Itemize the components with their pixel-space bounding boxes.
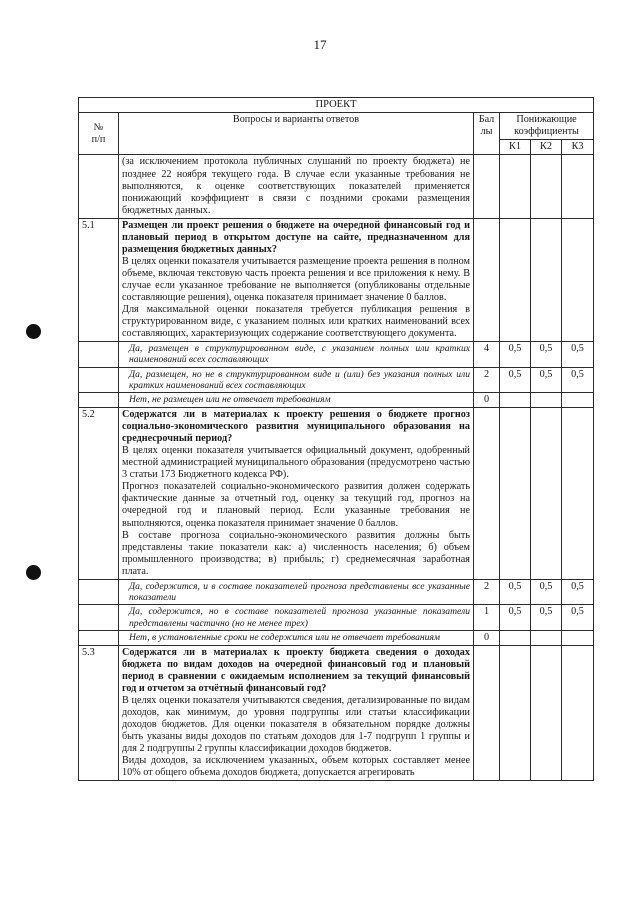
- answer-k2: 0,5: [531, 367, 562, 393]
- answer-k1: 0,5: [500, 579, 531, 605]
- answer-k1: 0,5: [500, 341, 531, 367]
- project-title: ПРОЕКТ: [79, 98, 594, 113]
- answer-row: [79, 579, 594, 605]
- question-title: Содержатся ли в материалах к проекту бюджета сведения о доходах бюджета по видам доходов на очередной финансовый год и плановый период в сравнении с ожидаемым исполнением за текущий финансовый год и отчетом за отчётный финансовый год?: [122, 646, 470, 695]
- question-paragraph: В целях оценки показателя учитывается официальный документ, одобренный местной администрацией муниципального образования (предусмотрено частью 3 статьи 173 Бюджетного кодекса РФ).: [122, 445, 470, 481]
- question-paragraph: В составе прогноза социально-экономического развития должны быть представлены такие показатели как: а) численность населения; б) объем промышленного производства; в) прибыль; г) среднемесячная заработная плата.: [122, 529, 470, 577]
- answer-k2: 0,5: [531, 605, 562, 631]
- question-body: [119, 408, 474, 579]
- question-paragraph: Прогноз показателей социально-экономического развития должен содержать фактические данные за отчетный год, оценку за текущий год, прогноз на очередной год и плановый период. Если указанные требования не выполняются, оценка показателя принимает значение 0 баллов.: [122, 481, 470, 529]
- answer-k1: 0,5: [500, 367, 531, 393]
- question-title: Содержатся ли в материалах к проекту решения о бюджете прогноз социально-экономического развития муниципального образования на среднесрочный период?: [122, 409, 470, 445]
- answer-row: [79, 605, 594, 631]
- question-row-5-3: [79, 645, 594, 780]
- col-header-points: [474, 113, 500, 155]
- col-header-coef-line1: Понижающие: [516, 114, 577, 126]
- continuation-row: [79, 155, 594, 218]
- answer-k1: [500, 393, 531, 408]
- answer-points: 2: [474, 367, 500, 393]
- question-body: [119, 645, 474, 780]
- col-header-points-line1: Бал: [478, 114, 495, 126]
- evaluation-table: [78, 97, 594, 781]
- col-header-number-line1: №: [93, 121, 104, 133]
- question-paragraph: Для максимальной оценки показателя требуется публикация решения в структурированном виде, с указанием полных или кратких наименований всех составляющих, характеризующих содержание соответствующего документа.: [122, 303, 470, 339]
- header-row: [79, 113, 594, 140]
- question-body: [119, 218, 474, 341]
- answer-k2: [531, 630, 562, 645]
- answer-row: [79, 367, 594, 393]
- question-row-5-1: [79, 218, 594, 341]
- answer-k2: 0,5: [531, 579, 562, 605]
- question-number: 5.1: [79, 218, 119, 341]
- answer-row: [79, 630, 594, 645]
- question-paragraph: В целях оценки показателя учитывается размещение проекта решения в полном объеме, включая текстовую часть проекта решения и все приложения к нему. В случае если указанное требование не выполняется (опубликованы отдельные составляющие решения), оценка показателя принимает значение 0 баллов.: [122, 255, 470, 303]
- answer-text: Да, содержится, но в составе показателей прогноза указанные показатели представлены частично (но не менее трех): [119, 605, 474, 631]
- question-paragraph: Виды доходов, за исключением указанных, объем которых составляет менее 10% от общего объема доходов бюджета, допускается агрегировать: [122, 755, 470, 779]
- col-header-k2: К2: [531, 140, 562, 155]
- question-number: 5.2: [79, 408, 119, 579]
- col-header-coefficients: [500, 113, 594, 140]
- continuation-text: (за исключением протокола публичных слушаний по проекту бюджета) не позднее 22 ноября текущего года. В случае если указанные требования не выполняются, к оценке соответствующих показателей применяется понижающий коэффициент в связи с поздними сроками размещения бюджетных данных.: [119, 155, 474, 218]
- answer-row: [79, 341, 594, 367]
- punch-hole-top: [26, 324, 41, 339]
- answer-points: 4: [474, 341, 500, 367]
- col-header-coef-line2: коэффициенты: [514, 126, 579, 138]
- answer-text: Да, размещен в структурированном виде, с указанием полных или кратких наименований всех составляющих: [119, 341, 474, 367]
- answer-points: 0: [474, 630, 500, 645]
- answer-text: Нет, не размещен или не отвечает требованиям: [119, 393, 474, 408]
- answer-points: 2: [474, 579, 500, 605]
- answer-text: Да, размещен, но не в структурированном виде и (или) без указания полных или кратких наименований всех составляющих: [119, 367, 474, 393]
- col-header-k1: К1: [500, 140, 531, 155]
- answer-k3: [562, 393, 594, 408]
- punch-hole-bottom: [26, 565, 41, 580]
- answer-text: Нет, в установленные сроки не содержится или не отвечает требованиям: [119, 630, 474, 645]
- answer-points: 1: [474, 605, 500, 631]
- col-header-number: [79, 113, 119, 155]
- question-row-5-2: [79, 408, 594, 579]
- answer-k3: [562, 630, 594, 645]
- table-title-row: [79, 98, 594, 113]
- answer-points: 0: [474, 393, 500, 408]
- page-number: 17: [313, 37, 327, 52]
- answer-k1: 0,5: [500, 605, 531, 631]
- answer-k2: 0,5: [531, 341, 562, 367]
- answer-text: Да, содержится, и в составе показателей прогноза представлены все указанные показатели: [119, 579, 474, 605]
- question-title: Размещен ли проект решения о бюджете на очередной финансовый год и плановый период в открытом доступе на сайте, предназначенном для размещения бюджетных данных?: [122, 219, 470, 255]
- col-header-number-line2: п/п: [91, 133, 106, 145]
- col-header-k3: К3: [562, 140, 594, 155]
- answer-k3: 0,5: [562, 605, 594, 631]
- answer-k3: 0,5: [562, 341, 594, 367]
- question-number: 5.3: [79, 645, 119, 780]
- answer-k3: 0,5: [562, 367, 594, 393]
- answer-k1: [500, 630, 531, 645]
- col-header-points-line2: лы: [480, 126, 493, 138]
- col-header-questions: Вопросы и варианты ответов: [119, 113, 474, 155]
- answer-row: [79, 393, 594, 408]
- answer-k2: [531, 393, 562, 408]
- question-paragraph: В целях оценки показателя учитываются сведения, детализированные по видам доходов, как минимум, до уровня подгруппы или статьи классификации доходов бюджетов. Для оценки показателя в обязательном порядке должны быть указаны виды доходов по статьям доходов для 1-7 подгрупп 1 группы и для 2 подгруппы 2 группы классификации доходов бюджетов.: [122, 695, 470, 755]
- answer-k3: 0,5: [562, 579, 594, 605]
